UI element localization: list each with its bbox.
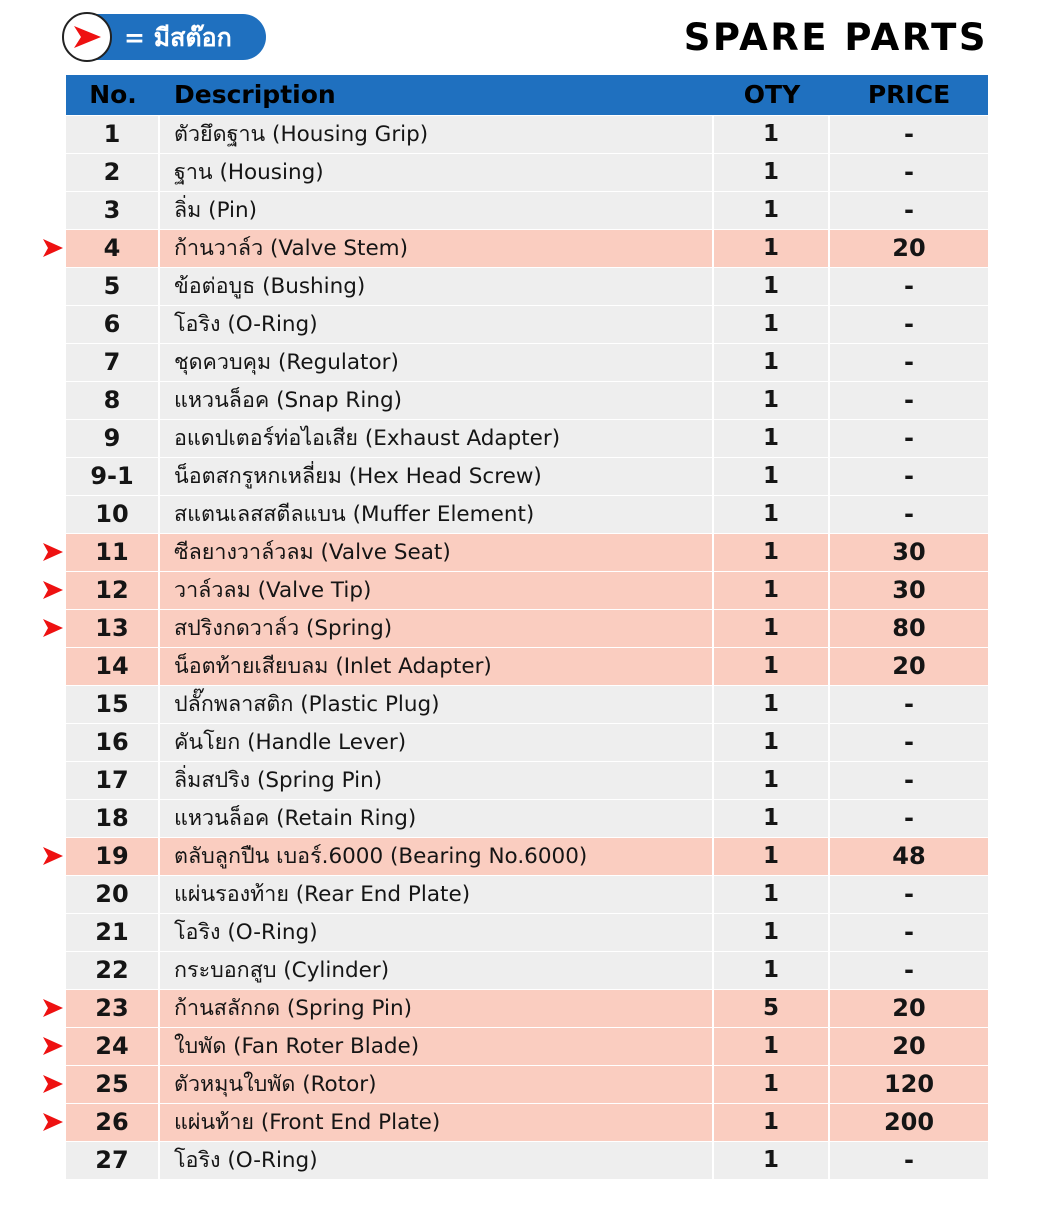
cell-qty: 1 xyxy=(714,648,830,685)
column-header-price: PRICE xyxy=(830,75,988,115)
cell-qty: 1 xyxy=(714,306,830,343)
cell-price: 200 xyxy=(830,1104,988,1141)
table-row xyxy=(66,306,988,343)
cell-no: 14 xyxy=(66,648,160,685)
cell-no: 12 xyxy=(66,572,160,609)
row-stock-arrow-icon xyxy=(42,542,64,562)
cell-qty: 1 xyxy=(714,876,830,913)
table-row xyxy=(66,838,988,875)
page-title: SPARE PARTS xyxy=(683,16,988,59)
cell-qty: 5 xyxy=(714,990,830,1027)
table-row xyxy=(66,192,988,229)
table-row xyxy=(66,268,988,305)
cell-qty: 1 xyxy=(714,800,830,837)
table-row xyxy=(66,420,988,457)
cell-qty: 1 xyxy=(714,724,830,761)
cell-price: 20 xyxy=(830,648,988,685)
cell-qty: 1 xyxy=(714,1066,830,1103)
cell-qty: 1 xyxy=(714,458,830,495)
cell-qty: 1 xyxy=(714,344,830,381)
cell-no: 9-1 xyxy=(66,458,160,495)
table-row xyxy=(66,686,988,723)
spare-parts-table-container xyxy=(66,74,988,1180)
cell-price: - xyxy=(830,268,988,305)
cell-qty: 1 xyxy=(714,572,830,609)
table-row xyxy=(66,952,988,989)
row-stock-arrow-icon xyxy=(42,238,64,258)
cell-price: 30 xyxy=(830,534,988,571)
table-row xyxy=(66,458,988,495)
cell-price: 48 xyxy=(830,838,988,875)
column-header-no: No. xyxy=(66,75,160,115)
table-row xyxy=(66,230,988,267)
cell-no: 10 xyxy=(66,496,160,533)
cell-price: 30 xyxy=(830,572,988,609)
cell-no: 22 xyxy=(66,952,160,989)
cell-price: - xyxy=(830,762,988,799)
cell-qty: 1 xyxy=(714,382,830,419)
cell-price: - xyxy=(830,876,988,913)
red-arrow-icon xyxy=(62,12,112,62)
cell-no: 4 xyxy=(66,230,160,267)
cell-price: - xyxy=(830,724,988,761)
cell-description: น็อตสกรูหกเหลี่ยม (Hex Head Screw) xyxy=(160,458,714,495)
table-row xyxy=(66,344,988,381)
cell-qty: 1 xyxy=(714,534,830,571)
cell-price: - xyxy=(830,458,988,495)
cell-description: ก้านวาล์ว (Valve Stem) xyxy=(160,230,714,267)
cell-description: สแตนเลสสตีลแบน (Muffer Element) xyxy=(160,496,714,533)
cell-price: - xyxy=(830,344,988,381)
cell-no: 3 xyxy=(66,192,160,229)
table-row xyxy=(66,1066,988,1103)
cell-price: - xyxy=(830,382,988,419)
cell-no: 15 xyxy=(66,686,160,723)
cell-price: 20 xyxy=(830,1028,988,1065)
cell-no: 25 xyxy=(66,1066,160,1103)
sheet-header xyxy=(0,0,1040,74)
cell-qty: 1 xyxy=(714,686,830,723)
cell-qty: 1 xyxy=(714,154,830,191)
cell-qty: 1 xyxy=(714,1142,830,1179)
cell-description: แผ่นท้าย (Front End Plate) xyxy=(160,1104,714,1141)
column-header-description: Description xyxy=(160,75,714,115)
cell-description: โอริง (O-Ring) xyxy=(160,1142,714,1179)
cell-no: 23 xyxy=(66,990,160,1027)
cell-description: แผ่นรองท้าย (Rear End Plate) xyxy=(160,876,714,913)
row-stock-arrow-icon xyxy=(42,1036,64,1056)
cell-price: - xyxy=(830,154,988,191)
table-row xyxy=(66,154,988,191)
cell-no: 19 xyxy=(66,838,160,875)
cell-no: 8 xyxy=(66,382,160,419)
cell-no: 17 xyxy=(66,762,160,799)
cell-price: - xyxy=(830,800,988,837)
row-stock-arrow-icon xyxy=(42,846,64,866)
cell-no: 9 xyxy=(66,420,160,457)
cell-description: ลิ่ม (Pin) xyxy=(160,192,714,229)
table-row xyxy=(66,1028,988,1065)
cell-qty: 1 xyxy=(714,230,830,267)
cell-price: - xyxy=(830,1142,988,1179)
cell-description: ปลั๊กพลาสติก (Plastic Plug) xyxy=(160,686,714,723)
table-row xyxy=(66,648,988,685)
cell-no: 27 xyxy=(66,1142,160,1179)
cell-qty: 1 xyxy=(714,914,830,951)
table-row xyxy=(66,382,988,419)
cell-no: 16 xyxy=(66,724,160,761)
cell-price: - xyxy=(830,192,988,229)
cell-price: - xyxy=(830,420,988,457)
cell-no: 1 xyxy=(66,116,160,153)
cell-no: 20 xyxy=(66,876,160,913)
cell-qty: 1 xyxy=(714,952,830,989)
cell-description: ซีลยางวาล์วลม (Valve Seat) xyxy=(160,534,714,571)
table-body xyxy=(66,116,988,1179)
cell-qty: 1 xyxy=(714,268,830,305)
table-row xyxy=(66,1142,988,1179)
cell-description: สปริงกดวาล์ว (Spring) xyxy=(160,610,714,647)
cell-price: - xyxy=(830,914,988,951)
cell-no: 18 xyxy=(66,800,160,837)
cell-qty: 1 xyxy=(714,1104,830,1141)
cell-description: กระบอกสูบ (Cylinder) xyxy=(160,952,714,989)
table-row xyxy=(66,496,988,533)
cell-no: 24 xyxy=(66,1028,160,1065)
table-row xyxy=(66,762,988,799)
cell-qty: 1 xyxy=(714,838,830,875)
cell-price: 120 xyxy=(830,1066,988,1103)
table-row xyxy=(66,990,988,1027)
row-stock-arrow-icon xyxy=(42,580,64,600)
table-row xyxy=(66,610,988,647)
cell-description: ก้านสลักกด (Spring Pin) xyxy=(160,990,714,1027)
row-stock-arrow-icon xyxy=(42,1074,64,1094)
cell-description: โอริง (O-Ring) xyxy=(160,306,714,343)
in-stock-legend-label: = มีสต๊อก xyxy=(124,22,232,52)
cell-description: คันโยก (Handle Lever) xyxy=(160,724,714,761)
cell-no: 21 xyxy=(66,914,160,951)
cell-price: - xyxy=(830,496,988,533)
table-row xyxy=(66,534,988,571)
cell-description: ใบพัด (Fan Roter Blade) xyxy=(160,1028,714,1065)
cell-qty: 1 xyxy=(714,762,830,799)
cell-description: ลิ่มสปริง (Spring Pin) xyxy=(160,762,714,799)
cell-no: 7 xyxy=(66,344,160,381)
cell-description: อแดปเตอร์ท่อไอเสีย (Exhaust Adapter) xyxy=(160,420,714,457)
cell-description: แหวนล็อค (Retain Ring) xyxy=(160,800,714,837)
cell-no: 26 xyxy=(66,1104,160,1141)
table-header-row xyxy=(66,75,988,115)
table-row xyxy=(66,1104,988,1141)
cell-price: 20 xyxy=(830,990,988,1027)
table-row xyxy=(66,572,988,609)
cell-description: วาล์วลม (Valve Tip) xyxy=(160,572,714,609)
cell-qty: 1 xyxy=(714,610,830,647)
cell-qty: 1 xyxy=(714,496,830,533)
cell-description: น็อตท้ายเสียบลม (Inlet Adapter) xyxy=(160,648,714,685)
cell-price: 20 xyxy=(830,230,988,267)
table-row xyxy=(66,800,988,837)
cell-no: 2 xyxy=(66,154,160,191)
cell-qty: 1 xyxy=(714,116,830,153)
cell-no: 11 xyxy=(66,534,160,571)
cell-description: ชุดควบคุม (Regulator) xyxy=(160,344,714,381)
cell-description: โอริง (O-Ring) xyxy=(160,914,714,951)
cell-description: แหวนล็อค (Snap Ring) xyxy=(160,382,714,419)
cell-description: ฐาน (Housing) xyxy=(160,154,714,191)
cell-description: ข้อต่อบูธ (Bushing) xyxy=(160,268,714,305)
cell-no: 6 xyxy=(66,306,160,343)
row-stock-arrow-icon xyxy=(42,998,64,1018)
table-row xyxy=(66,876,988,913)
cell-no: 5 xyxy=(66,268,160,305)
cell-price: 80 xyxy=(830,610,988,647)
cell-qty: 1 xyxy=(714,192,830,229)
table-row xyxy=(66,914,988,951)
cell-price: - xyxy=(830,306,988,343)
cell-description: ตัวหมุนใบพัด (Rotor) xyxy=(160,1066,714,1103)
cell-qty: 1 xyxy=(714,420,830,457)
cell-description: ตลับลูกปืน เบอร์.6000 (Bearing No.6000) xyxy=(160,838,714,875)
cell-price: - xyxy=(830,952,988,989)
table-row xyxy=(66,116,988,153)
table-header xyxy=(66,75,988,115)
cell-price: - xyxy=(830,116,988,153)
row-stock-arrow-icon xyxy=(42,1112,64,1132)
cell-price: - xyxy=(830,686,988,723)
cell-no: 13 xyxy=(66,610,160,647)
cell-qty: 1 xyxy=(714,1028,830,1065)
spare-parts-table xyxy=(66,74,988,1180)
cell-description: ตัวยึดฐาน (Housing Grip) xyxy=(160,116,714,153)
column-header-qty: OTY xyxy=(714,75,830,115)
row-stock-arrow-icon xyxy=(42,618,64,638)
table-row xyxy=(66,724,988,761)
